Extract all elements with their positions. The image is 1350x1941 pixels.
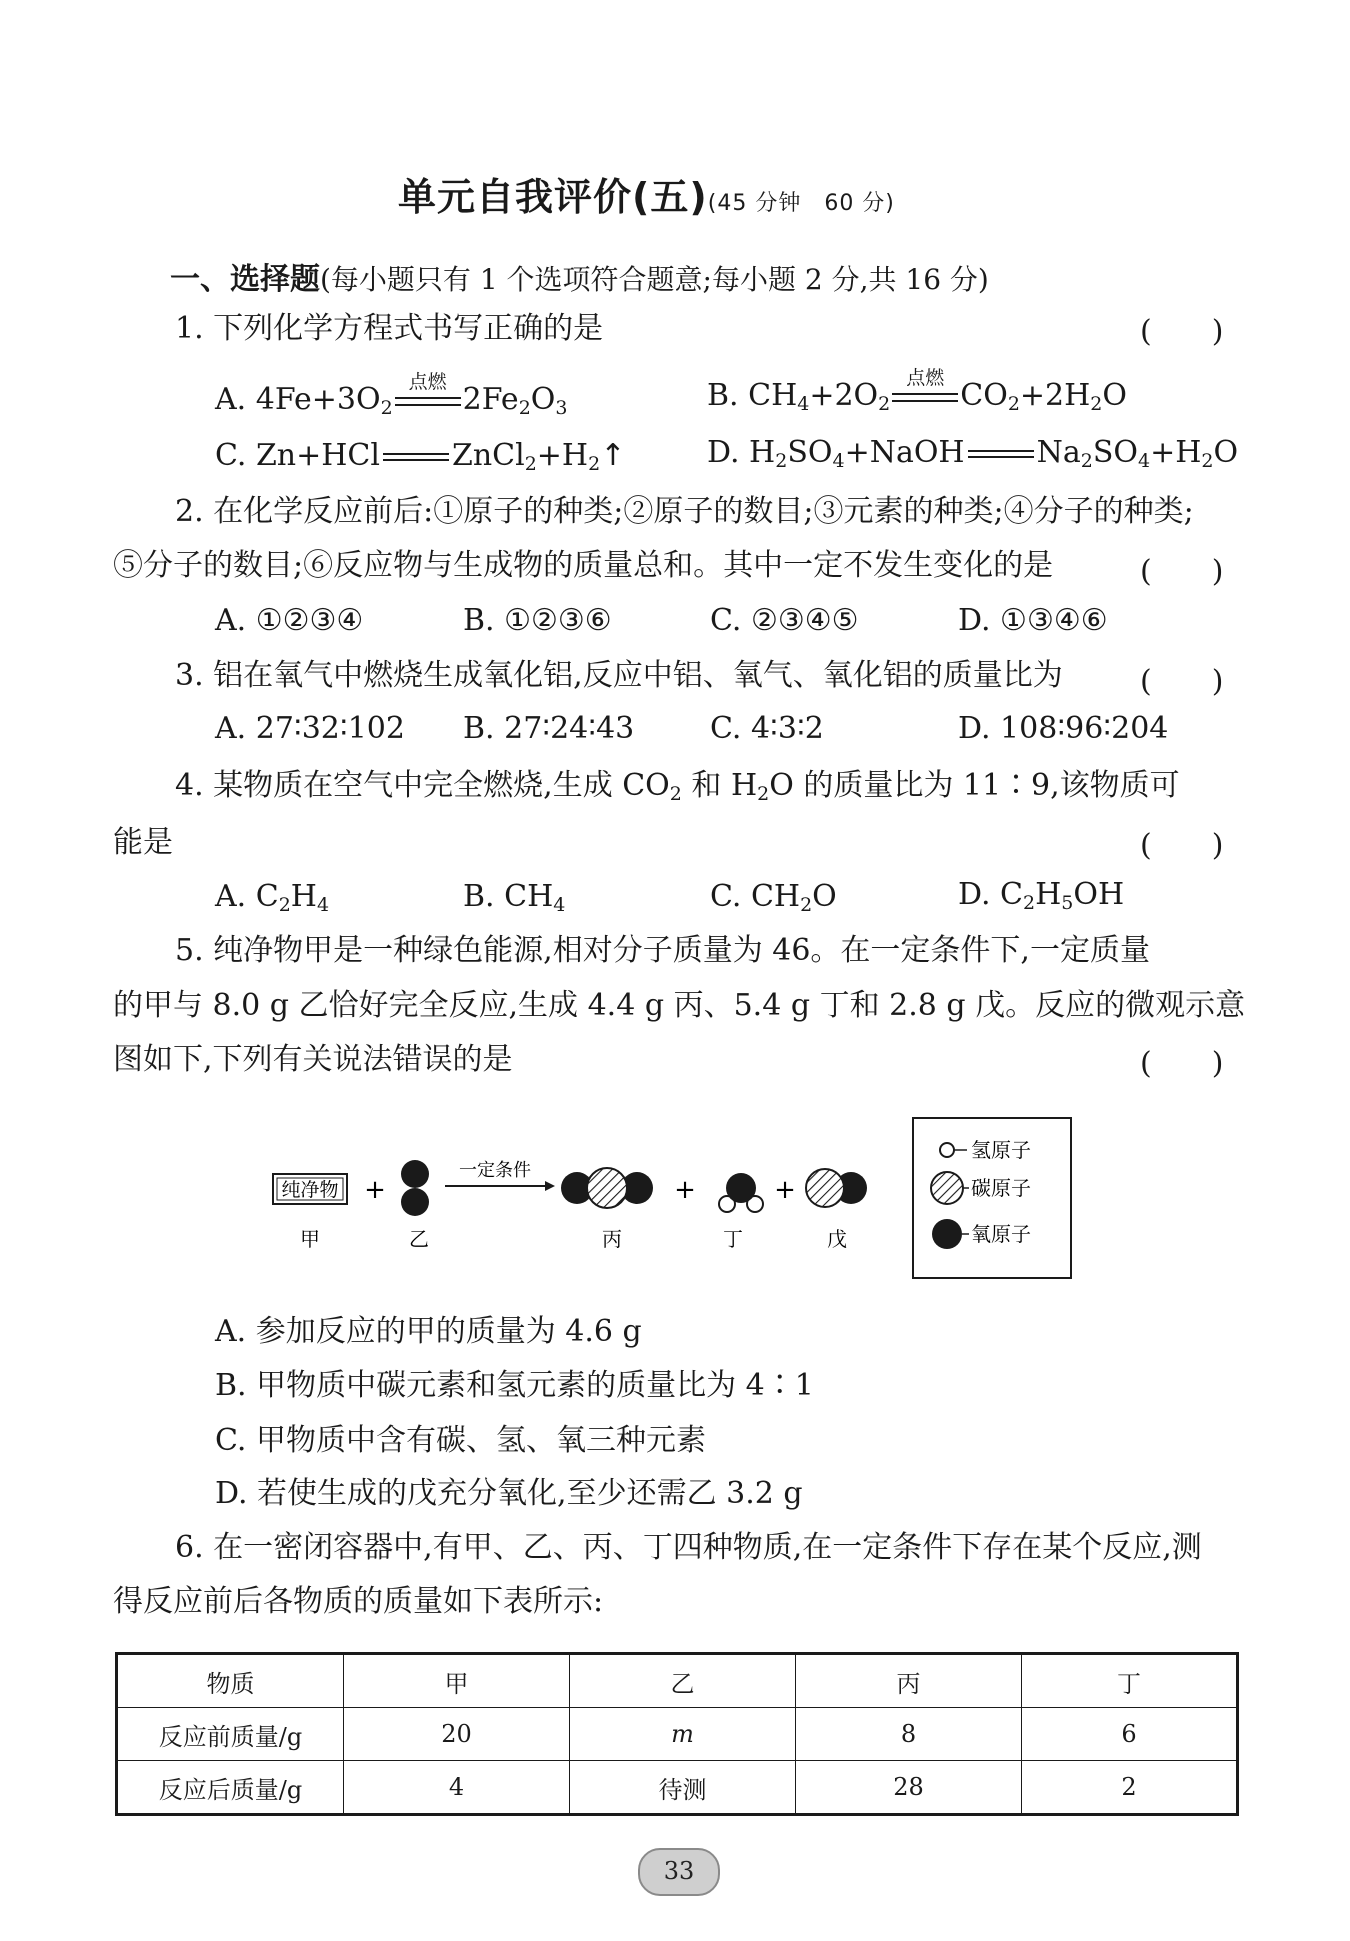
q4-answer-paren: ( ) [1140,828,1224,863]
plus-sign: + [774,1175,796,1205]
q1-option-a: A. $4Fe+3O_2$ 点燃 $2Fe_2O_3$ [215,371,568,419]
q3-stem: 3. 铝在氧气中燃烧生成氧化铝,反应中铝、氧气、氧化铝的质量比为 [175,658,1063,693]
q5-answer-paren: ( ) [1140,1046,1224,1081]
table-header-cell: 物质 [117,1654,344,1708]
label-jia: 甲 [300,1227,320,1251]
table-cell: 6 [1022,1708,1238,1761]
equals-sign [968,450,1034,458]
molecule-bing [561,1168,653,1208]
page-number: 33 [638,1848,720,1896]
gas-arrow-icon: ↑ [600,438,626,473]
section-title: 一、选择题 [170,262,320,297]
q3-option-c: C. 4∶3∶2 [710,711,824,746]
page-title [398,166,895,221]
q5-option-d: D. 若使生成的戊充分氧化,至少还需乙 3.2 g [215,1476,803,1511]
q3-option-b: B. 27∶24∶43 [463,711,635,746]
q5-option-a: A. 参加反应的甲的质量为 4.6 g [215,1314,642,1349]
q1-stem: 1. 下列化学方程式书写正确的是 [175,311,604,346]
q2-option-b: B. ①②③⑥ [463,603,612,638]
table-row [117,1761,1238,1815]
q3-option-a: A. 27∶32∶102 [215,711,405,746]
title-note: (45 分钟 60 分) [707,191,895,216]
label-wu: 戊 [827,1227,847,1251]
table-header-cell: 乙 [570,1654,796,1708]
q3-option-d: D. 108∶96∶204 [958,711,1169,746]
q1-answer-paren: ( ) [1140,314,1224,349]
section-note: (每小题只有 1 个选项符合题意;每小题 2 分,共 16 分) [320,263,989,296]
q4-line1: 4. 某物质在空气中完全燃烧,生成 $CO_2$ 和 $H_2O$ 的质量比为 11∶9,该物质可 [175,768,1180,805]
legend-oxygen: 氧原子 [971,1222,1031,1246]
table-header-cell: 甲 [344,1654,570,1708]
label-yi: 乙 [409,1227,429,1251]
reaction-sign: 点燃 [395,390,461,412]
table-cell: 2 [1022,1761,1238,1815]
q6-line1: 6. 在一密闭容器中,有甲、乙、丙、丁四种物质,在一定条件下存在某个反应,测 [175,1530,1202,1565]
section-heading [170,254,989,298]
q5-option-b: B. 甲物质中碳元素和氢元素的质量比为 4∶1 [215,1368,814,1403]
q5-line3: 图如下,下列有关说法错误的是 [113,1042,513,1077]
q6-line2: 得反应前后各物质的质量如下表所示: [113,1584,604,1619]
plus-sign: + [364,1175,386,1205]
table-header-cell: 丙 [796,1654,1022,1708]
q5-line1: 5. 纯净物甲是一种绿色能源,相对分子质量为 46。在一定条件下,一定质量 [175,933,1150,968]
table-cell: 4 [344,1761,570,1815]
equals-sign [383,453,449,461]
q3-answer-paren: ( ) [1140,664,1224,699]
table-cell: 8 [796,1708,1022,1761]
table-cell: 待测 [570,1761,796,1815]
molecule-ding [719,1173,763,1212]
q1-option-c: C. Zn+HCl $ZnCl_2+H_2↑$ [215,438,626,475]
reaction-diagram [255,1110,1075,1280]
table-cell: 28 [796,1761,1022,1815]
reaction-sign: 点燃 [892,386,958,408]
q2-option-d: D. ①③④⑥ [958,603,1108,638]
table-cell: m [570,1708,796,1761]
q4-line2: 能是 [113,825,173,860]
plus-sign: + [674,1175,696,1205]
legend-carbon: 碳原子 [971,1176,1031,1200]
table-header-row [117,1654,1238,1708]
svg-text:一定条件: 一定条件 [459,1160,531,1181]
q2-option-a: A. ①②③④ [215,603,364,638]
q2-option-c: C. ②③④⑤ [710,603,859,638]
table-row [117,1708,1238,1761]
q4-option-c: C. $CH_2O$ [710,879,837,916]
q1-option-b: B. $CH_4+2O_2$ 点燃 $CO_2+2H_2O$ [707,367,1127,415]
q5-line2: 的甲与 8.0 g 乙恰好完全反应,生成 4.4 g 丙、5.4 g 丁和 2.8 g 戊。反应的微观示意 [113,988,1246,1023]
label-ding: 丁 [723,1227,743,1251]
table-header-cell: 丁 [1022,1654,1238,1708]
reactant-jia [273,1174,347,1204]
atom-legend [913,1118,1071,1278]
molecule-yi [401,1160,429,1216]
table-cell: 反应后质量/g [117,1761,344,1815]
q4-option-d: D. $C_2H_5OH$ [958,877,1125,914]
q2-line2: ⑤分子的数目;⑥反应物与生成物的质量总和。其中一定不发生变化的是 [113,548,1054,583]
q4-option-a: A. $C_2H_4$ [215,879,330,916]
mass-table [115,1652,1239,1816]
label-bing: 丙 [602,1227,622,1251]
title-text: 单元自我评价(五) [398,175,708,219]
q4-option-b: B. $CH_4$ [463,879,566,916]
table-cell: 20 [344,1708,570,1761]
q2-line1: 2. 在化学反应前后:①原子的种类;②原子的数目;③元素的种类;④分子的种类; [175,494,1194,529]
svg-text:纯净物: 纯净物 [281,1179,339,1201]
legend-hydrogen: 氢原子 [971,1138,1031,1162]
molecule-wu [806,1169,867,1207]
q5-option-c: C. 甲物质中含有碳、氢、氧三种元素 [215,1423,706,1458]
q2-answer-paren: ( ) [1140,554,1224,589]
table-cell: 反应前质量/g [117,1708,344,1761]
q1-option-d: D. $H_2SO_4+NaOH$ $Na_2SO_4+H_2O$ [707,435,1239,472]
reaction-arrow [445,1160,555,1191]
